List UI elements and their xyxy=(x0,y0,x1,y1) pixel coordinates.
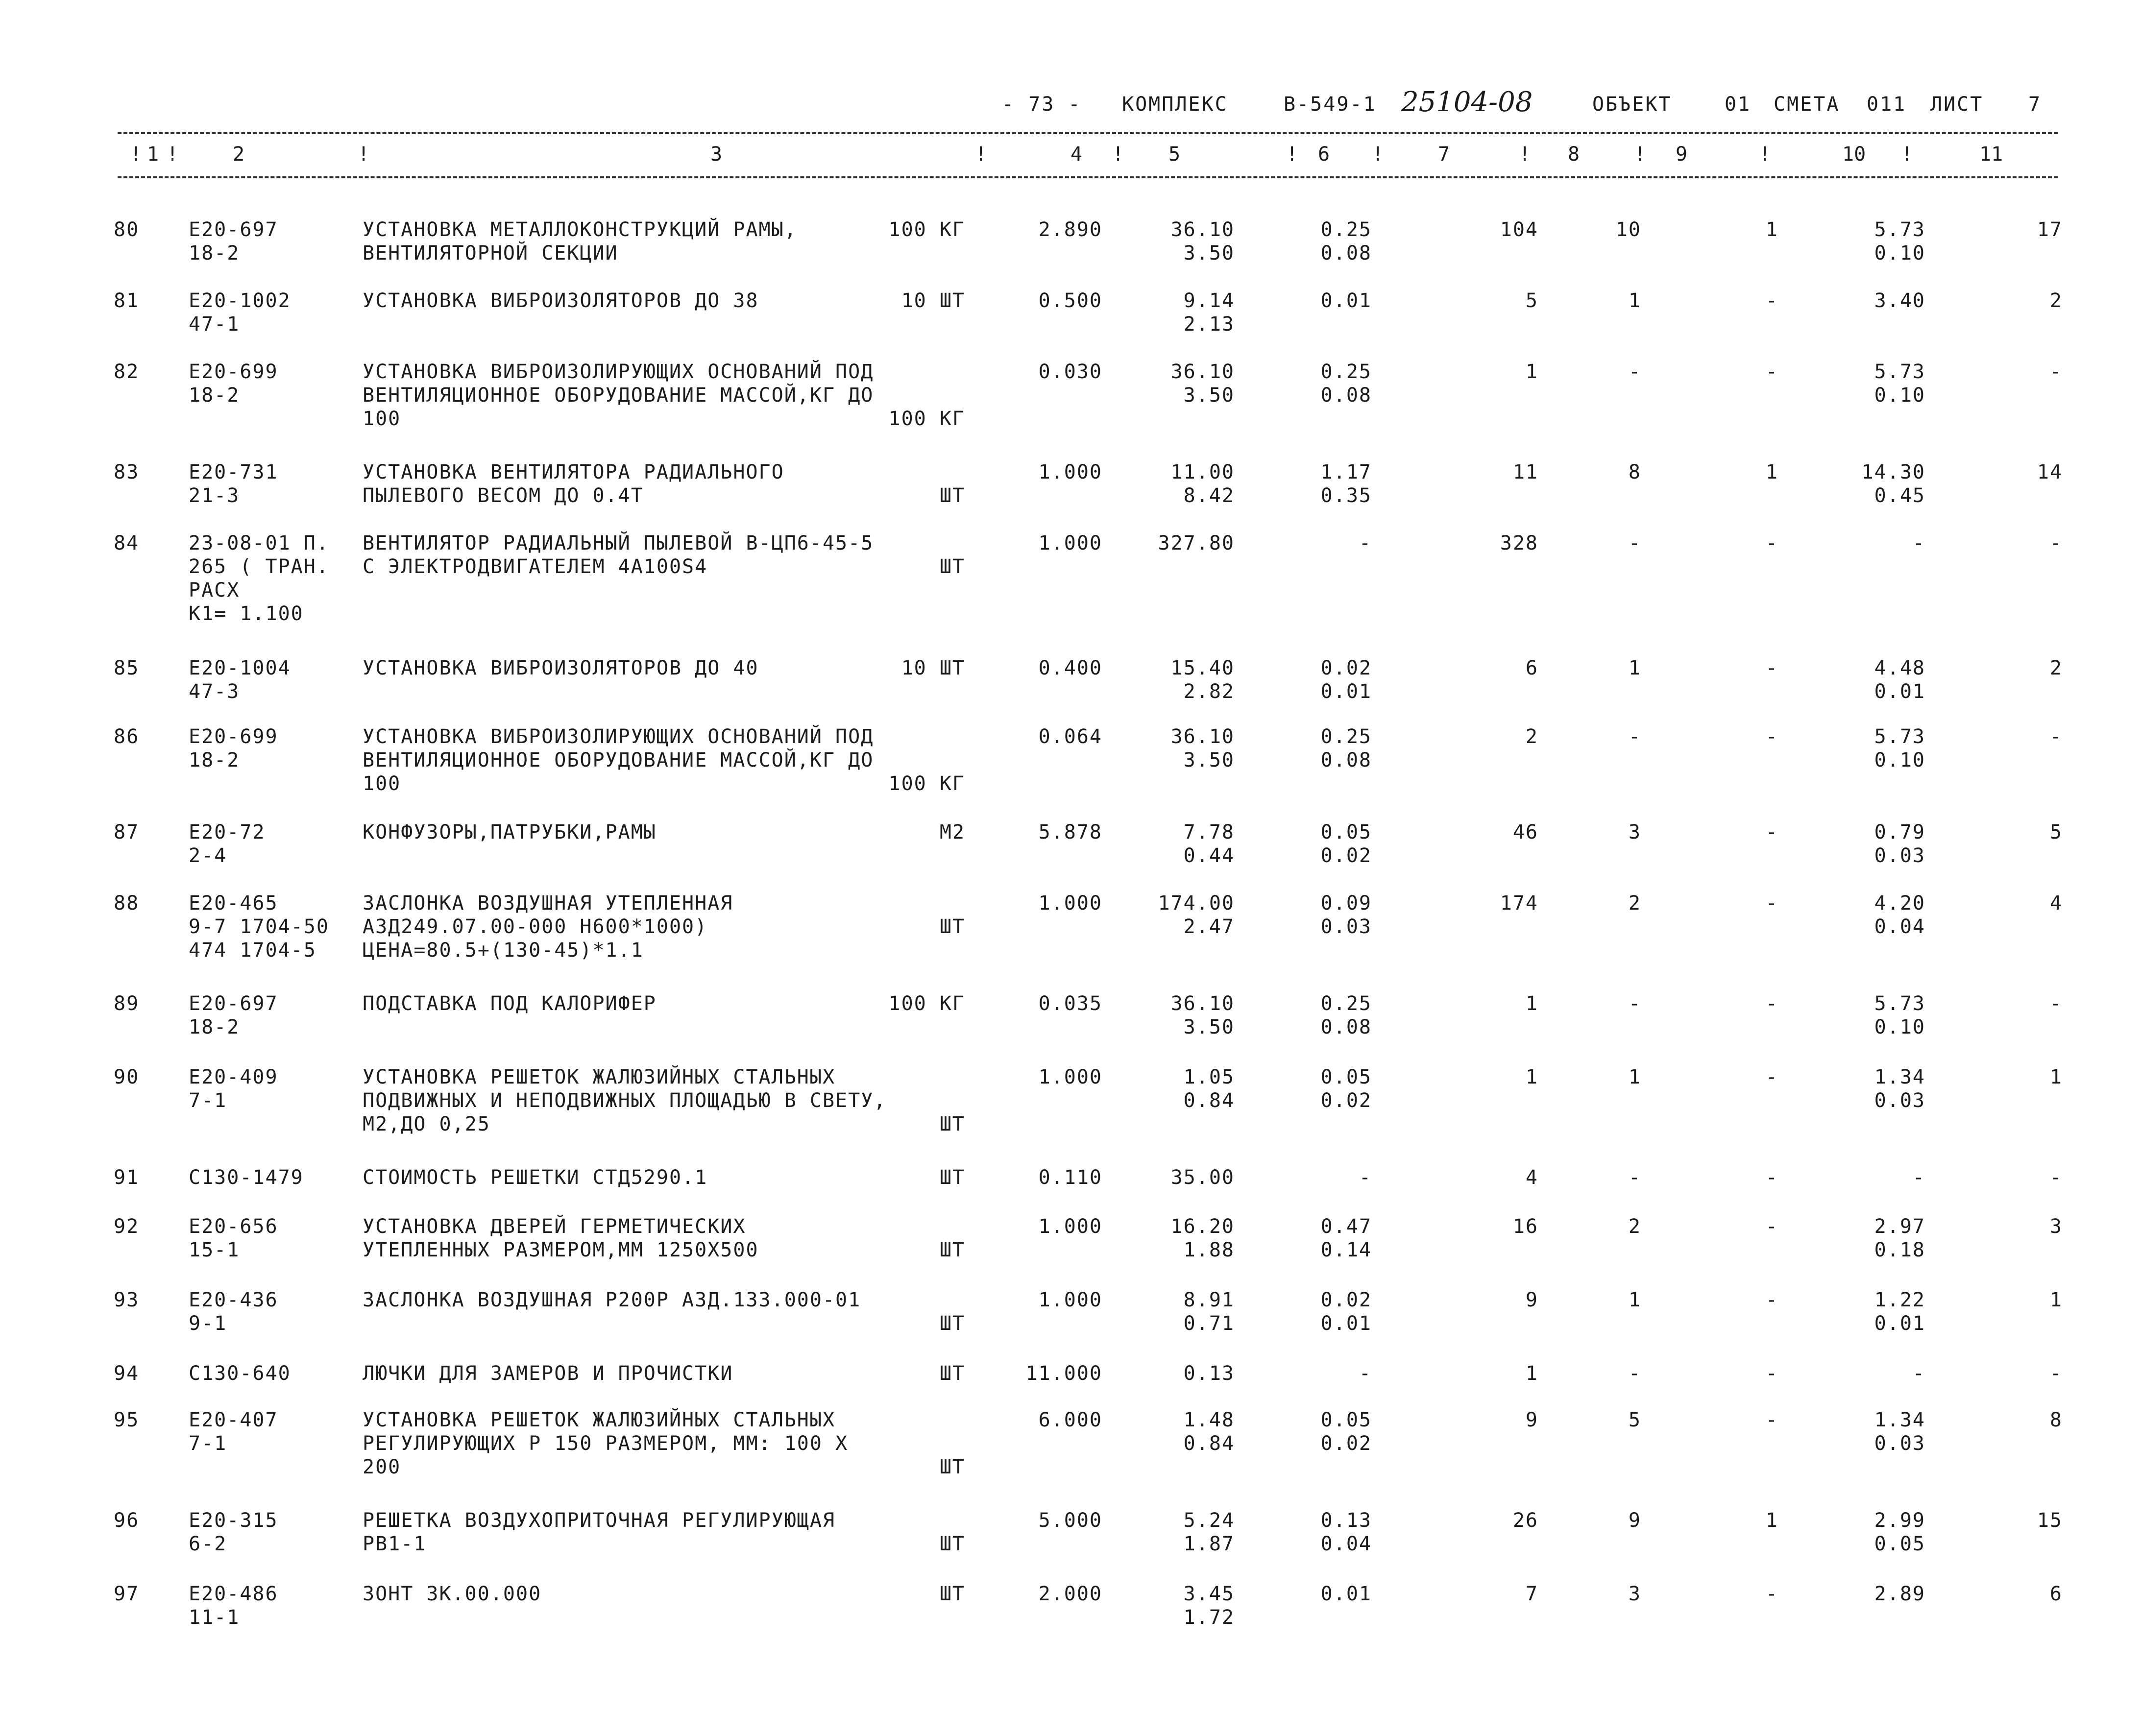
column-separator: ! xyxy=(1759,143,1771,166)
column-number: 1 xyxy=(147,143,159,166)
quantity: 5.878 xyxy=(1038,821,1102,844)
column-9-value: - xyxy=(1765,821,1778,844)
unit-cost: 1.48 0.84 xyxy=(1183,1409,1235,1455)
work-description: УСТАНОВКА ВИБРОИЗОЛИРУЮЩИХ ОСНОВАНИЙ ПОД ВЕНТИЛЯЦИОННОЕ ОБОРУДОВАНИЕ МАССОЙ,КГ ДО 100 xyxy=(363,725,874,795)
column-10-value: 14.30 0.45 xyxy=(1861,461,1925,507)
work-description: УСТАНОВКА ВИБРОИЗОЛЯТОРОВ ДО 38 xyxy=(363,289,759,312)
unit-cost: 327.80 xyxy=(1158,532,1235,555)
column-11-value: 2 xyxy=(2049,657,2063,679)
unit-of-measure: ШТ xyxy=(939,555,965,578)
column-9-value: - xyxy=(1765,361,1778,383)
row-number: 86 xyxy=(114,725,140,748)
column-separator: ! xyxy=(1519,143,1531,166)
work-description: ВЕНТИЛЯТОР РАДИАЛЬНЫЙ ПЫЛЕВОЙ В-ЦП6-45-5 С ЭЛЕКТРОДВИГАТЕЛЕМ 4А100S4 xyxy=(363,532,874,578)
column-9-value: - xyxy=(1765,657,1778,679)
column-6-value: 0.25 0.08 xyxy=(1320,725,1372,772)
column-number: 7 xyxy=(1438,143,1450,166)
column-10-value: 2.89 xyxy=(1874,1583,1925,1605)
unit-of-measure: 100 КГ xyxy=(888,408,965,430)
complex-code: В-549-1 xyxy=(1284,93,1377,116)
column-number: 11 xyxy=(1979,143,2003,166)
column-10-value: 0.79 0.03 xyxy=(1874,821,1925,867)
column-10-value: 4.20 0.04 xyxy=(1874,892,1925,938)
column-7-value: 9 xyxy=(1525,1409,1538,1431)
unit-cost: 0.13 xyxy=(1183,1362,1235,1385)
column-8-value: 10 xyxy=(1615,218,1641,241)
column-8-value: - xyxy=(1628,532,1641,555)
work-description: УСТАНОВКА РЕШЕТОК ЖАЛЮЗИЙНЫХ СТАЛЬНЫХ РЕГУЛИРУЮЩИХ Р 150 РАЗМЕРОМ, ММ: 100 Х 200 xyxy=(363,1409,849,1478)
column-11-value: 2 xyxy=(2049,289,2063,312)
sheet-label: ЛИСТ xyxy=(1930,93,1984,116)
unit-cost: 36.10 3.50 xyxy=(1170,725,1235,772)
work-description: УСТАНОВКА ВИБРОИЗОЛЯТОРОВ ДО 40 xyxy=(363,657,759,679)
column-9-value: - xyxy=(1765,1409,1778,1431)
row-number: 95 xyxy=(114,1409,140,1431)
rate-code: С130-1479 xyxy=(189,1166,304,1189)
work-description: УСТАНОВКА ВИБРОИЗОЛИРУЮЩИХ ОСНОВАНИЙ ПОД ВЕНТИЛЯЦИОННОЕ ОБОРУДОВАНИЕ МАССОЙ,КГ ДО 100 xyxy=(363,361,874,430)
column-11-value: 17 xyxy=(2037,218,2063,241)
column-6-value: 0.05 0.02 xyxy=(1320,1066,1372,1112)
column-7-value: 104 xyxy=(1500,218,1538,241)
unit-of-measure: ШТ xyxy=(939,1239,965,1261)
column-separator: ! xyxy=(130,143,142,166)
column-6-value: - xyxy=(1359,1166,1372,1189)
rate-code: Е20-315 6-2 xyxy=(189,1509,278,1555)
column-6-value: - xyxy=(1359,532,1372,555)
row-number: 88 xyxy=(114,892,140,915)
column-11-value: - xyxy=(2049,725,2063,748)
rate-code: Е20-699 18-2 xyxy=(189,361,278,407)
column-6-value: 0.47 0.14 xyxy=(1320,1215,1372,1261)
quantity: 0.064 xyxy=(1038,725,1102,748)
column-number: 6 xyxy=(1318,143,1330,166)
column-10-value: 2.99 0.05 xyxy=(1874,1509,1925,1555)
column-7-value: 5 xyxy=(1525,289,1538,312)
column-7-value: 1 xyxy=(1525,1362,1538,1385)
column-10-value: 3.40 xyxy=(1874,289,1925,312)
column-8-value: 1 xyxy=(1628,1289,1641,1311)
work-description: УСТАНОВКА ВЕНТИЛЯТОРА РАДИАЛЬНОГО ПЫЛЕВОГО ВЕСОМ ДО 0.4Т xyxy=(363,461,784,507)
column-8-value: 1 xyxy=(1628,657,1641,679)
unit-of-measure: 100 КГ xyxy=(888,218,965,241)
rate-code: Е20-436 9-1 xyxy=(189,1289,278,1335)
handwritten-code: 25104-08 xyxy=(1401,86,1533,118)
quantity: 0.500 xyxy=(1038,289,1102,312)
rate-code: Е20-409 7-1 xyxy=(189,1066,278,1112)
column-11-value: 1 xyxy=(2049,1066,2063,1088)
unit-of-measure: М2 xyxy=(939,821,965,844)
column-10-value: 1.34 0.03 xyxy=(1874,1409,1925,1455)
rate-code: Е20-656 15-1 xyxy=(189,1215,278,1261)
row-number: 96 xyxy=(114,1509,140,1532)
column-8-value: 3 xyxy=(1628,821,1641,844)
column-6-value: 0.09 0.03 xyxy=(1320,892,1372,938)
column-11-value: 3 xyxy=(2049,1215,2063,1238)
quantity: 1.000 xyxy=(1038,892,1102,915)
column-number: 8 xyxy=(1568,143,1580,166)
column-9-value: 1 xyxy=(1765,461,1778,483)
column-10-value: 1.34 0.03 xyxy=(1874,1066,1925,1112)
column-separator: ! xyxy=(1286,143,1298,166)
unit-of-measure: 100 КГ xyxy=(888,772,965,795)
column-7-value: 4 xyxy=(1525,1166,1538,1189)
rate-code: Е20-407 7-1 xyxy=(189,1409,278,1455)
column-6-value: 0.25 0.08 xyxy=(1320,218,1372,265)
quantity: 1.000 xyxy=(1038,1215,1102,1238)
rate-code: Е20-731 21-3 xyxy=(189,461,278,507)
column-8-value: - xyxy=(1628,361,1641,383)
column-number: 5 xyxy=(1168,143,1181,166)
rate-code: Е20-1004 47-3 xyxy=(189,657,291,703)
complex-label: КОМПЛЕКС xyxy=(1122,93,1228,116)
column-6-value: 0.13 0.04 xyxy=(1320,1509,1372,1555)
unit-cost: 36.10 3.50 xyxy=(1170,218,1235,265)
column-7-value: 11 xyxy=(1512,461,1538,483)
work-description: ЗАСЛОНКА ВОЗДУШНАЯ УТЕПЛЕННАЯ АЗД249.07.00-000 Н600*1000) ЦЕНА=80.5+(130-45)*1.1 xyxy=(363,892,733,962)
column-11-value: 1 xyxy=(2049,1289,2063,1311)
column-9-value: 1 xyxy=(1765,218,1778,241)
column-10-value: 5.73 0.10 xyxy=(1874,725,1925,772)
unit-of-measure: ШТ xyxy=(939,916,965,938)
column-7-value: 1 xyxy=(1525,361,1538,383)
rate-code: С130-640 xyxy=(189,1362,291,1385)
work-description: ЗОНТ ЗК.00.000 xyxy=(363,1583,542,1605)
column-6-value: 0.25 0.08 xyxy=(1320,992,1372,1038)
column-10-value: - xyxy=(1912,1166,1925,1189)
unit-cost: 36.10 3.50 xyxy=(1170,361,1235,407)
unit-of-measure: ШТ xyxy=(939,1113,965,1135)
rate-code: Е20-697 18-2 xyxy=(189,218,278,265)
column-10-value: 4.48 0.01 xyxy=(1874,657,1925,703)
object-number: 01 xyxy=(1725,93,1752,116)
column-6-value: 1.17 0.35 xyxy=(1320,461,1372,507)
header-top-rule xyxy=(118,132,2058,134)
column-11-value: 6 xyxy=(2049,1583,2063,1605)
work-description: КОНФУЗОРЫ,ПАТРУБКИ,РАМЫ xyxy=(363,821,657,844)
column-11-value: 4 xyxy=(2049,892,2063,915)
quantity: 0.035 xyxy=(1038,992,1102,1015)
column-9-value: - xyxy=(1765,289,1778,312)
column-10-value: 2.97 0.18 xyxy=(1874,1215,1925,1261)
column-8-value: 5 xyxy=(1628,1409,1641,1431)
column-8-value: - xyxy=(1628,725,1641,748)
column-8-value: - xyxy=(1628,1166,1641,1189)
row-number: 91 xyxy=(114,1166,140,1189)
column-7-value: 16 xyxy=(1512,1215,1538,1238)
column-10-value: 5.73 0.10 xyxy=(1874,992,1925,1038)
row-number: 97 xyxy=(114,1583,140,1605)
rate-code: 23-08-01 П. 265 ( ТРАН. РАСХ К1= 1.100 xyxy=(189,532,329,625)
column-9-value: - xyxy=(1765,532,1778,555)
column-separator: ! xyxy=(975,143,987,166)
column-10-value: 5.73 0.10 xyxy=(1874,218,1925,265)
unit-cost: 15.40 2.82 xyxy=(1170,657,1235,703)
column-7-value: 26 xyxy=(1512,1509,1538,1532)
estimate-number: 011 xyxy=(1867,93,1907,116)
rate-code: Е20-1002 47-1 xyxy=(189,289,291,336)
column-9-value: - xyxy=(1765,1166,1778,1189)
column-10-value: 5.73 0.10 xyxy=(1874,361,1925,407)
column-7-value: 328 xyxy=(1500,532,1538,555)
rate-code: Е20-697 18-2 xyxy=(189,992,278,1038)
column-7-value: 9 xyxy=(1525,1289,1538,1311)
column-11-value: 14 xyxy=(2037,461,2063,483)
column-number: 9 xyxy=(1676,143,1688,166)
row-number: 94 xyxy=(114,1362,140,1385)
column-separator: ! xyxy=(167,143,179,166)
column-10-value: 1.22 0.01 xyxy=(1874,1289,1925,1335)
column-9-value: - xyxy=(1765,1362,1778,1385)
column-8-value: - xyxy=(1628,992,1641,1015)
unit-of-measure: ШТ xyxy=(939,1533,965,1555)
column-11-value: - xyxy=(2049,532,2063,555)
quantity: 5.000 xyxy=(1038,1509,1102,1532)
estimate-label: СМЕТА xyxy=(1774,93,1840,116)
column-9-value: - xyxy=(1765,1289,1778,1311)
unit-of-measure: 10 ШТ xyxy=(901,657,965,679)
unit-cost: 36.10 3.50 xyxy=(1170,992,1235,1038)
row-number: 83 xyxy=(114,461,140,483)
unit-cost: 35.00 xyxy=(1170,1166,1235,1189)
unit-of-measure: ШТ xyxy=(939,1456,965,1478)
column-8-value: 3 xyxy=(1628,1583,1641,1605)
work-description: УСТАНОВКА РЕШЕТОК ЖАЛЮЗИЙНЫХ СТАЛЬНЫХ ПОДВИЖНЫХ И НЕПОДВИЖНЫХ ПЛОЩАДЬЮ В СВЕТУ, М2,ДО 0,25 xyxy=(363,1066,887,1135)
column-8-value: 1 xyxy=(1628,289,1641,312)
quantity: 0.110 xyxy=(1038,1166,1102,1189)
row-number: 89 xyxy=(114,992,140,1015)
row-number: 93 xyxy=(114,1289,140,1311)
quantity: 11.000 xyxy=(1025,1362,1102,1385)
quantity: 2.000 xyxy=(1038,1583,1102,1605)
unit-cost: 174.00 2.47 xyxy=(1158,892,1235,938)
column-separator: ! xyxy=(1112,143,1124,166)
quantity: 0.030 xyxy=(1038,361,1102,383)
unit-of-measure: ШТ xyxy=(939,1312,965,1335)
column-6-value: 0.01 xyxy=(1320,1583,1372,1605)
unit-cost: 3.45 1.72 xyxy=(1183,1583,1235,1629)
unit-of-measure: 10 ШТ xyxy=(901,289,965,312)
header-bottom-rule xyxy=(118,176,2058,178)
unit-of-measure: ШТ xyxy=(939,1583,965,1605)
row-number: 84 xyxy=(114,532,140,555)
column-9-value: - xyxy=(1765,1583,1778,1605)
column-6-value: 0.05 0.02 xyxy=(1320,821,1372,867)
quantity: 1.000 xyxy=(1038,1289,1102,1311)
column-7-value: 46 xyxy=(1512,821,1538,844)
column-9-value: - xyxy=(1765,1215,1778,1238)
quantity: 1.000 xyxy=(1038,1066,1102,1088)
column-11-value: - xyxy=(2049,1166,2063,1189)
work-description: УСТАНОВКА ДВЕРЕЙ ГЕРМЕТИЧЕСКИХ УТЕПЛЕННЫХ РАЗМЕРОМ,ММ 1250Х500 xyxy=(363,1215,759,1261)
rate-code: Е20-699 18-2 xyxy=(189,725,278,772)
column-11-value: 5 xyxy=(2049,821,2063,844)
row-number: 87 xyxy=(114,821,140,844)
work-description: ЛЮЧКИ ДЛЯ ЗАМЕРОВ И ПРОЧИСТКИ xyxy=(363,1362,733,1385)
quantity: 6.000 xyxy=(1038,1409,1102,1431)
unit-cost: 9.14 2.13 xyxy=(1183,289,1235,336)
column-8-value: 2 xyxy=(1628,1215,1641,1238)
quantity: 2.890 xyxy=(1038,218,1102,241)
unit-of-measure: ШТ xyxy=(939,484,965,507)
column-7-value: 6 xyxy=(1525,657,1538,679)
column-separator: ! xyxy=(1372,143,1384,166)
page-number: - 73 - xyxy=(1002,93,1082,116)
column-7-value: 7 xyxy=(1525,1583,1538,1605)
column-10-value: - xyxy=(1912,1362,1925,1385)
rate-code: Е20-72 2-4 xyxy=(189,821,266,867)
row-number: 80 xyxy=(114,218,140,241)
unit-of-measure: ШТ xyxy=(939,1362,965,1385)
column-10-value: - xyxy=(1912,532,1925,555)
column-11-value: 8 xyxy=(2049,1409,2063,1431)
column-number: 4 xyxy=(1070,143,1083,166)
column-9-value: - xyxy=(1765,992,1778,1015)
column-9-value: - xyxy=(1765,725,1778,748)
column-7-value: 174 xyxy=(1500,892,1538,915)
quantity: 1.000 xyxy=(1038,532,1102,555)
unit-cost: 5.24 1.87 xyxy=(1183,1509,1235,1555)
work-description: ПОДСТАВКА ПОД КАЛОРИФЕР xyxy=(363,992,657,1015)
sheet-number: 7 xyxy=(2028,93,2042,116)
column-number: 2 xyxy=(233,143,245,166)
column-11-value: - xyxy=(2049,1362,2063,1385)
sheet-header xyxy=(0,86,2141,127)
row-number: 92 xyxy=(114,1215,140,1238)
column-6-value: - xyxy=(1359,1362,1372,1385)
unit-cost: 8.91 0.71 xyxy=(1183,1289,1235,1335)
quantity: 1.000 xyxy=(1038,461,1102,483)
work-description: СТОИМОСТЬ РЕШЕТКИ СТД5290.1 xyxy=(363,1166,708,1189)
quantity: 0.400 xyxy=(1038,657,1102,679)
column-number-row xyxy=(0,143,2141,172)
object-label: ОБЪЕКТ xyxy=(1592,93,1672,116)
row-number: 82 xyxy=(114,361,140,383)
rate-code: Е20-465 9-7 1704-50 474 1704-5 xyxy=(189,892,329,962)
column-11-value: - xyxy=(2049,361,2063,383)
work-description: ЗАСЛОНКА ВОЗДУШНАЯ Р200Р АЗД.133.000-01 xyxy=(363,1289,861,1311)
column-9-value: - xyxy=(1765,1066,1778,1088)
column-6-value: 0.02 0.01 xyxy=(1320,657,1372,703)
column-separator: ! xyxy=(1634,143,1646,166)
column-7-value: 1 xyxy=(1525,992,1538,1015)
unit-cost: 1.05 0.84 xyxy=(1183,1066,1235,1112)
column-separator: ! xyxy=(1901,143,1913,166)
column-11-value: 15 xyxy=(2037,1509,2063,1532)
row-number: 81 xyxy=(114,289,140,312)
row-number: 85 xyxy=(114,657,140,679)
unit-cost: 7.78 0.44 xyxy=(1183,821,1235,867)
column-8-value: 8 xyxy=(1628,461,1641,483)
work-description: РЕШЕТКА ВОЗДУХОПРИТОЧНАЯ РЕГУЛИРУЮЩАЯ РВ1-1 xyxy=(363,1509,836,1555)
column-7-value: 2 xyxy=(1525,725,1538,748)
column-9-value: - xyxy=(1765,892,1778,915)
column-9-value: 1 xyxy=(1765,1509,1778,1532)
column-7-value: 1 xyxy=(1525,1066,1538,1088)
column-6-value: 0.25 0.08 xyxy=(1320,361,1372,407)
column-11-value: - xyxy=(2049,992,2063,1015)
column-8-value: 1 xyxy=(1628,1066,1641,1088)
unit-cost: 16.20 1.88 xyxy=(1170,1215,1235,1261)
unit-of-measure: 100 КГ xyxy=(888,992,965,1015)
column-number: 10 xyxy=(1842,143,1866,166)
column-6-value: 0.05 0.02 xyxy=(1320,1409,1372,1455)
row-number: 90 xyxy=(114,1066,140,1088)
column-8-value: 9 xyxy=(1628,1509,1641,1532)
work-description: УСТАНОВКА МЕТАЛЛОКОНСТРУКЦИЙ РАМЫ, ВЕНТИЛЯТОРНОЙ СЕКЦИИ xyxy=(363,218,797,265)
column-8-value: - xyxy=(1628,1362,1641,1385)
column-6-value: 0.02 0.01 xyxy=(1320,1289,1372,1335)
column-8-value: 2 xyxy=(1628,892,1641,915)
column-separator: ! xyxy=(358,143,370,166)
column-6-value: 0.01 xyxy=(1320,289,1372,312)
rate-code: Е20-486 11-1 xyxy=(189,1583,278,1629)
unit-of-measure: ШТ xyxy=(939,1166,965,1189)
unit-cost: 11.00 8.42 xyxy=(1170,461,1235,507)
column-number: 3 xyxy=(710,143,723,166)
